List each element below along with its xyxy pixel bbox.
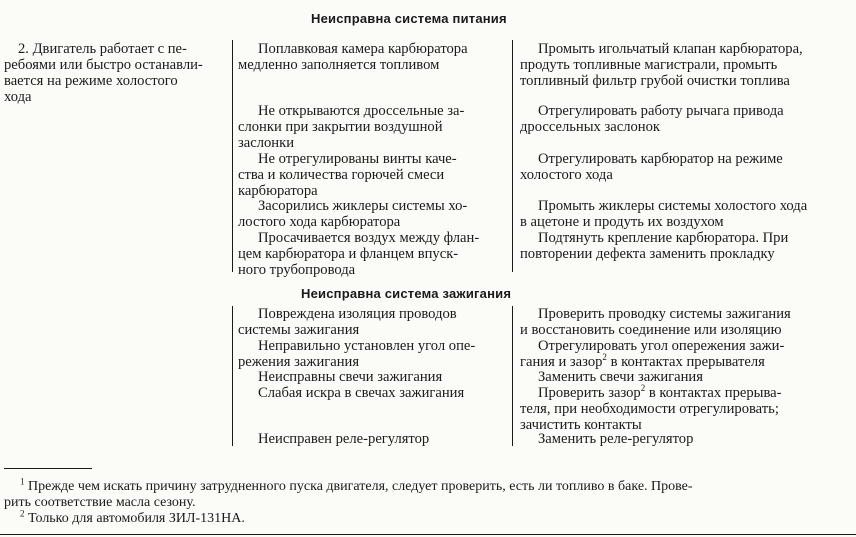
cause-line: слонки при закрытии воздушной (238, 119, 443, 135)
remedy-fragment: гания и зазор (520, 354, 603, 370)
bottom-rule (0, 534, 856, 535)
footnote-1-line (20, 476, 693, 495)
cause-line: Неисправен реле-регулятор (258, 431, 430, 447)
remedy-line: продуть топливные магистрали, промыть (520, 57, 778, 73)
remedy-line: Отрегулировать угол опережения зажи- (538, 338, 785, 354)
remedy-line: дроссельных заслонок (520, 119, 660, 135)
remedy-line: Заменить реле-регулятор (538, 431, 694, 447)
cause-line: ного трубопровода (238, 262, 356, 278)
column-divider (512, 306, 513, 446)
footnote-mark: 1 (20, 476, 25, 487)
symptom-line: вается на режиме холостого (4, 73, 178, 89)
cause-line: карбюратора (238, 183, 318, 199)
remedy-line: Промыть игольчатый клапан карбюратора, (538, 41, 803, 57)
remedy-line (538, 385, 782, 401)
footnote-ref: 2 (602, 352, 607, 363)
footnote-text: Прежде чем искать причину затрудненного пуска двигателя, следует проверить, есть ли топливо в баке. Прове- (28, 479, 693, 494)
cause-line: Не отрегулированы винты каче- (258, 151, 457, 167)
cause-line: медленно заполняется топливом (238, 57, 440, 73)
cause-line: Неисправны свечи зажигания (258, 369, 443, 385)
cause-line: Повреждена изоляция проводов (258, 306, 457, 322)
remedy-fragment: в контактах прерыва- (648, 385, 782, 401)
remedy-line: повторении дефекта заменить прокладку (520, 246, 775, 262)
cause-line: Засорились жиклеры системы хо- (258, 198, 468, 214)
remedy-fragment: Проверить зазор (538, 385, 641, 401)
column-divider (232, 40, 233, 272)
section-heading-ignition: Неисправна система зажигания (301, 286, 512, 301)
remedy-line: Отрегулировать карбюратор на режиме (538, 151, 783, 167)
remedy-line: топливный фильтр грубой очистки топлива (520, 73, 790, 89)
remedy-line: и восстановить соединение или изоляцию (520, 322, 782, 338)
symptom-line: ребоями или быстро останавли- (4, 57, 203, 73)
remedy-fragment: в контактах прерывателя (610, 354, 765, 370)
cause-line: ства и количества горючей смеси (238, 167, 445, 183)
footnote-mark: 2 (20, 508, 25, 519)
remedy-line: Промыть жиклеры системы холостого хода (538, 198, 808, 214)
cause-line: Поплавковая камера карбюратора (258, 41, 468, 57)
cause-line: лостого хода карбюратора (238, 214, 401, 230)
cause-line: Просачивается воздух между флан- (258, 230, 480, 246)
footnote-text: Только для автомобиля ЗИЛ-131НА. (28, 511, 245, 526)
cause-line: системы зажигания (238, 322, 360, 338)
section-heading-fuel: Неисправна система питания (311, 11, 507, 26)
remedy-line: теля, при необходимости отрегулировать; (520, 401, 779, 417)
column-divider (512, 40, 513, 272)
cause-line: Слабая искра в свечах зажигания (258, 385, 465, 401)
remedy-line: Проверить проводку системы зажигания (538, 306, 791, 322)
cause-line: режения зажигания (238, 354, 360, 370)
cause-line: Неправильно установлен угол опе- (258, 338, 476, 354)
remedy-line: Подтянуть крепление карбюратора. При (538, 230, 789, 246)
remedy-line: Заменить свечи зажигания (538, 369, 703, 385)
footnote-rule (4, 468, 92, 469)
symptom-line: 2. Двигатель работает с пе- (18, 41, 187, 57)
footnote-1-continuation: рить соответствие масла сезону. (4, 495, 196, 510)
remedy-line: зачистить контакты (520, 417, 642, 433)
remedy-line: холостого хода (520, 167, 613, 183)
remedy-line (520, 354, 765, 370)
symptom-line: хода (4, 89, 32, 105)
cause-line: Не открываются дроссельные за- (258, 103, 465, 119)
remedy-line: Отрегулировать работу рычага привода (538, 103, 784, 119)
footnote-2-line (20, 508, 245, 527)
cause-line: заслонки (238, 135, 295, 151)
footnote-ref: 2 (640, 383, 646, 394)
cause-line: цем карбюратора и фланцем впуск- (238, 246, 459, 262)
remedy-line: в ацетоне и продуть их воздухом (520, 214, 724, 230)
column-divider (232, 306, 233, 446)
